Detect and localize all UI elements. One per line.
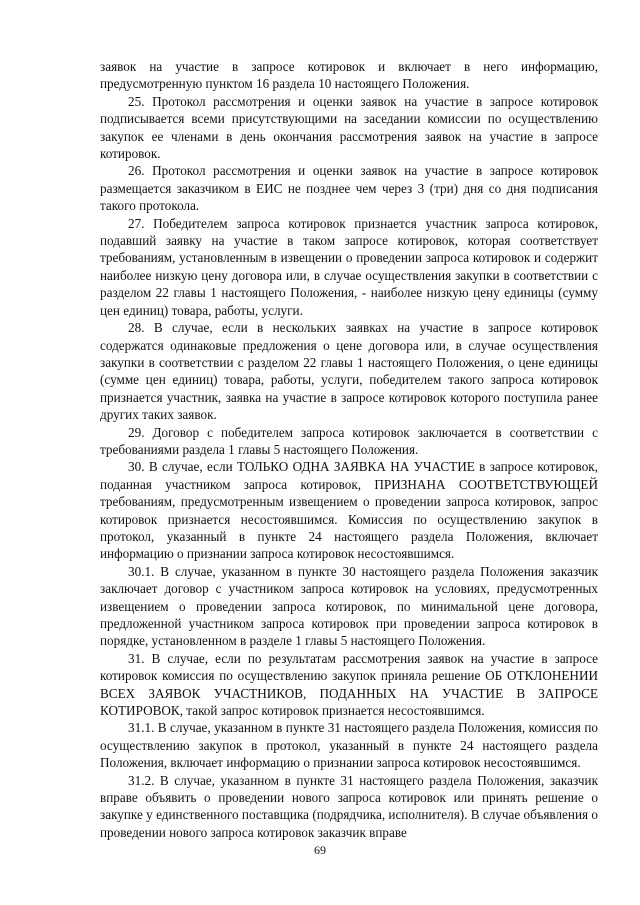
paragraph-30-1: 30.1. В случае, указанном в пункте 30 настоящего раздела Положения заказчик заключает договор с участником запроса котировок на условиях, предусмотренных извещением о проведении запроса котировок, по минимальной цене договора, предложенной участником запроса котировок при проведении запроса котировок в порядке, установленном в разделе 1 главы 5 настоящего Положения. — [100, 563, 598, 649]
paragraph-30: 30. В случае, если ТОЛЬКО ОДНА ЗАЯВКА НА УЧАСТИЕ в запросе котировок, поданная участником запроса котировок, ПРИЗНАНА СООТВЕТСТВУЮЩЕЙ требованиям, предусмотренным извещением о проведении запроса котировок, запрос котировок признается несостоявшимся. Комиссия по осуществлению закупок в протокол, указанный в пункте 24 настоящего раздела Положения, включает информацию о признании запроса котировок несостоявшимся. — [100, 459, 598, 562]
paragraph-25: 25. Протокол рассмотрения и оценки заявок на участие в запросе котировок подписывается всеми присутствующими на заседании комиссии по осуществлению закупок ее членами в день окончания рассмотрения заявок на участие в запросе котировок. — [100, 93, 598, 162]
paragraph-27: 27. Победителем запроса котировок признается участник запроса котировок, подавший заявку на участие в таком запросе котировок, которая соответствует требованиям, установленным в извещении о проведении запроса котировок и содержит наиболее низкую цену договора или, в случае осуществления закупки в соответствии с разделом 22 главы 1 настоящего Положения, - наиболее низкую цену единицы (сумму цен единиц) товара, работы, услуги. — [100, 215, 598, 318]
paragraph-31-1: 31.1. В случае, указанном в пункте 31 настоящего раздела Положения, комиссия по осуществлению закупок в протокол, указанный в пункте 24 настоящего раздела Положения, включает информацию о признании запроса котировок несостоявшимся. — [100, 720, 598, 771]
paragraph-31: 31. В случае, если по результатам рассмотрения заявок на участие в запросе котировок комиссия по осуществлению закупок приняла решение ОБ ОТКЛОНЕНИИ ВСЕХ ЗАЯВОК УЧАСТНИКОВ, ПОДАННЫХ НА УЧАСТИЕ В ЗАПРОСЕ КОТИРОВОК, такой запрос котировок признается несостоявшимся. — [100, 650, 598, 719]
document-body — [100, 58, 598, 841]
paragraph-31-2: 31.2. В случае, указанном в пункте 31 настоящего раздела Положения, заказчик вправе объявить о проведении нового запроса котировок или принять решение о закупке у единственного поставщика (подрядчика, исполнителя). В случае объявления о проведении нового запроса котировок заказчик вправе — [100, 772, 598, 840]
paragraph-continuation: заявок на участие в запросе котировок и включает в него информацию, предусмотренную пунктом 16 раздела 10 настоящего Положения. — [100, 59, 598, 92]
paragraph-26: 26. Протокол рассмотрения и оценки заявок на участие в запросе котировок размещается заказчиком в ЕИС не позднее чем через 3 (три) дня со дня подписания такого протокола. — [100, 163, 598, 214]
paragraph-29: 29. Договор с победителем запроса котировок заключается в соответствии с требованиями раздела 1 главы 5 настоящего Положения. — [100, 424, 598, 457]
paragraph-28: 28. В случае, если в нескольких заявках на участие в запросе котировок содержатся одинаковые предложения о цене договора или, в случае осуществления закупки в соответствии с разделом 22 главы 1 настоящего Положения, о цене единицы (сумме цен единиц) товара, работы, услуги, победителем такого запроса котировок признается участник, заявка на участие в запросе котировок которого поступила ранее других таких заявок. — [100, 320, 598, 423]
page-number: 69 — [314, 843, 326, 857]
